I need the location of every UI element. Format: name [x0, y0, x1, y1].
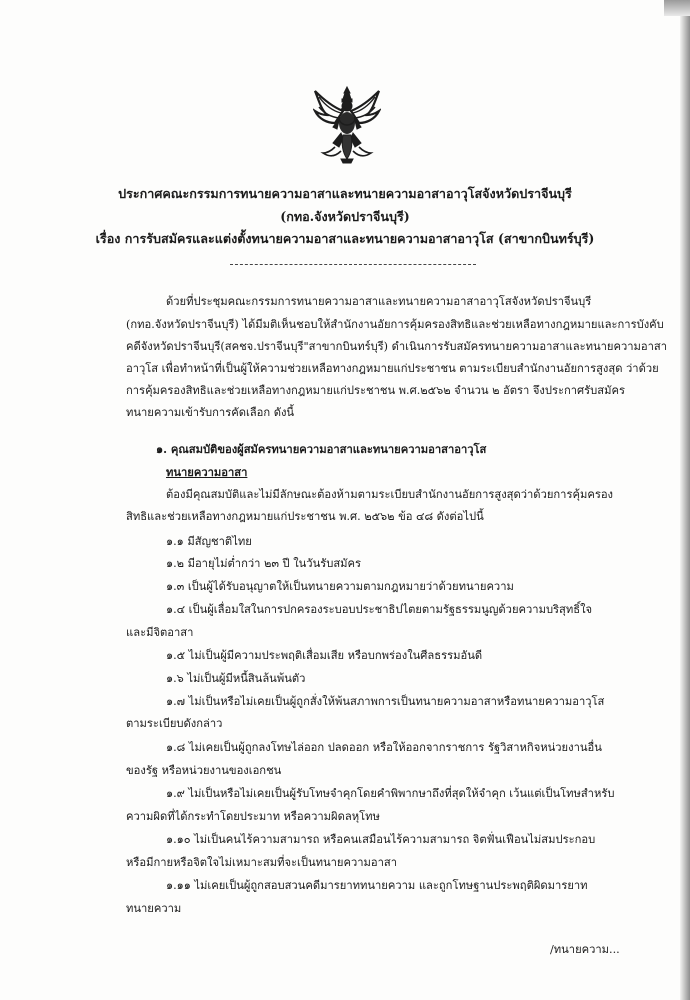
qualification-item-cont: ทนายความ [126, 902, 182, 915]
intro-line: ทนายความเข้ารับการคัดเลือก ดังนี้ [126, 406, 295, 419]
section-lead-line: ต้องมีคุณสมบัติและไม่มีลักษณะต้องห้ามตามระเบียบสำนักงานอัยการสูงสุดว่าด้วยการคุ้มครอง [166, 488, 614, 501]
qualification-item: ๑.๓ เป็นผู้ได้รับอนุญาตให้เป็นทนายความตามกฎหมายว่าด้วยทนายความ [166, 580, 514, 593]
section-lead-line: สิทธิและช่วยเหลือทางกฎหมายแก่ประชาชน พ.ศ. ๒๕๖๒ ข้อ ๔๘ ดังต่อไปนี้ [126, 510, 484, 523]
qualification-item: ๑.๘ ไม่เคยเป็นผู้ถูกลงโทษไล่ออก ปลดออก หรือให้ออกจากราชการ รัฐวิสาหกิจหน่วยงานอื่น [166, 741, 602, 754]
qualification-item: ๑.๑๑ ไม่เคยเป็นผู้ถูกสอบสวนคดีมารยาททนายความ และถูกโทษฐานประพฤติผิดมารยาท [166, 879, 588, 892]
scan-corner-shadow [664, 0, 690, 16]
page-continuation: /ทนายความ... [550, 943, 620, 956]
qualification-item-cont: ของรัฐ หรือหน่วยงานของเอกชน [126, 764, 282, 777]
header-divider [230, 264, 476, 265]
intro-line: การคุ้มครองสิทธิและช่วยเหลือทางกฎหมายแก่ประชาชน พ.ศ.๒๕๖๒ จำนวน ๒ อัตรา จึงประกาศรับสมัคร [126, 384, 625, 397]
qualification-item-cont: ความผิดที่ได้กระทำโดยประมาท หรือความผิดลหุโทษ [126, 810, 380, 823]
intro-line: คดีจังหวัดปราจีนบุรี(สคชจ.ปราจีนบุรี"สาขากบินทร์บุรี) ดำเนินการรับสมัครทนายความอาสาและทนายความอาสา [126, 340, 668, 353]
qualification-item: ๑.๕ ไม่เป็นผู้มีความประพฤติเสื่อมเสีย หรือบกพร่องในศีลธรรมอันดี [166, 649, 483, 662]
qualification-item: ๑.๙ ไม่เป็นหรือไม่เคยเป็นผู้รับโทษจำคุกโดยคำพิพากษาถึงที่สุดให้จำคุก เว้นแต่เป็นโทษสำหรับ [166, 787, 615, 800]
qualification-item: ๑.๒ มีอายุไม่ต่ำกว่า ๒๓ ปี ในวันรับสมัคร [166, 557, 362, 570]
scan-edge-shadow [680, 0, 690, 1000]
qualification-item: ๑.๑ มีสัญชาติไทย [166, 535, 252, 548]
qualification-item: ๑.๗ ไม่เป็นหรือไม่เคยเป็นผู้ถูกสั่งให้พ้นสภาพการเป็นทนายความอาสาหรือทนายความอาวุโส [166, 695, 605, 708]
qualification-item: ๑.๖ ไม่เป็นผู้มีหนี้สินล้นพ้นตัว [166, 672, 306, 685]
section-subheading: ทนายความอาสา [166, 465, 248, 479]
qualification-item-cont: ตามระเบียบดังกล่าว [126, 717, 223, 730]
intro-line: อาวุโส เพื่อทำหน้าที่เป็นผู้ให้ความช่วยเหลือทางกฎหมายแก่ประชาชน ตามระเบียบสำนักงานอัยการสูงสุด ว่าด้วย [126, 362, 659, 375]
intro-line: (กทอ.จังหวัดปราจีนบุรี) ได้มีมติเห็นชอบให้สำนักงานอัยการคุ้มครองสิทธิและช่วยเหลือทางกฎหมายและการบังคับ [126, 318, 664, 331]
qualification-item-cont: หรือมีกายหรือจิตใจไม่เหมาะสมที่จะเป็นทนายความอาสา [126, 856, 398, 869]
section-heading: ๑. คุณสมบัติของผู้สมัครทนายความอาสาและทนายความอาสาอาวุโส [156, 442, 487, 456]
announcement-title: ประกาศคณะกรรมการทนายความอาสาและทนายความอาสาอาวุโสจังหวัดปราจีนบุรี [118, 186, 572, 201]
qualification-item: ๑.๑๐ ไม่เป็นคนไร้ความสามารถ หรือคนเสมือนไร้ความสามารถ จิตฟั่นเฟือนไม่สมประกอบ [166, 833, 596, 846]
announcement-subject: เรื่อง การรับสมัครและแต่งตั้งทนายความอาสาและทนายความอาสาอาวุโส (สาขากบินทร์บุรี) [95, 231, 595, 246]
announcement-committee: (กทอ.จังหวัดปราจีนบุรี) [280, 209, 410, 224]
intro-line: ด้วยที่ประชุมคณะกรรมการทนายความอาสาและทนายความอาสาอาวุโสจังหวัดปราจีนบุรี [166, 295, 592, 308]
garuda-emblem-icon [313, 85, 381, 165]
qualification-item: ๑.๔ เป็นผู้เลื่อมใสในการปกครองระบอบประชาธิปไตยตามรัฐธรรมนูญด้วยความบริสุทธิ์ใจ [166, 603, 593, 616]
qualification-item-cont: และมีจิตอาสา [126, 626, 194, 639]
